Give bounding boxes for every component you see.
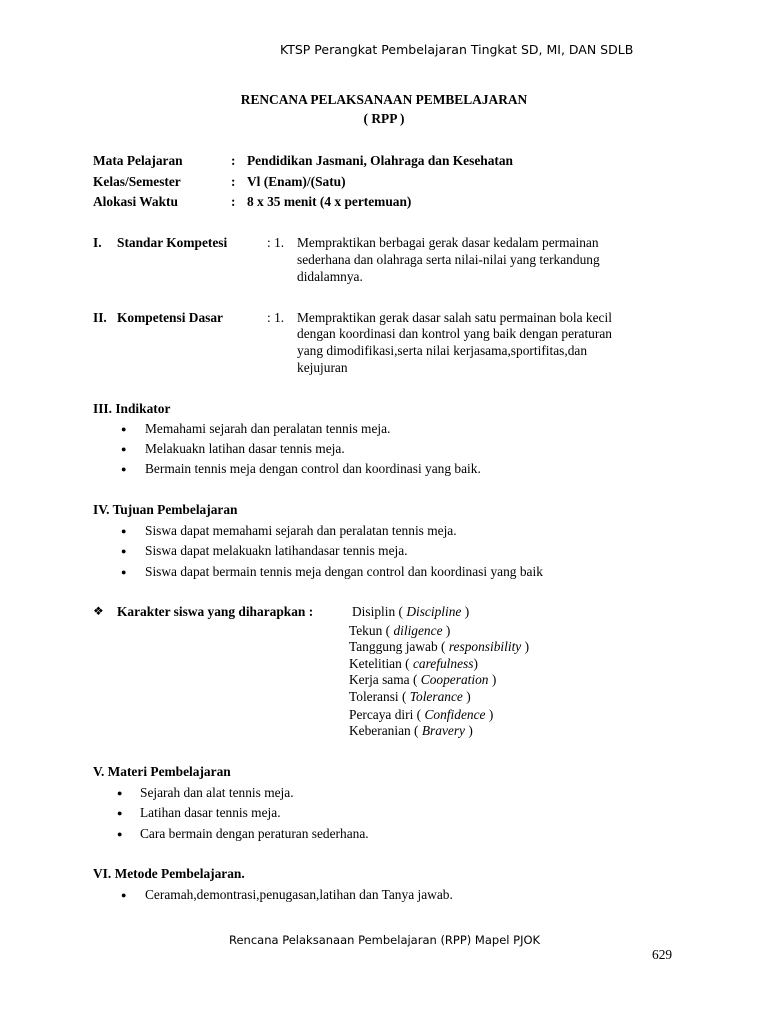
section-heading: V. Materi Pembelajaran bbox=[93, 764, 231, 779]
karakter-item: Percaya diri ( Confidence ) bbox=[349, 707, 494, 722]
section-number: II. bbox=[93, 310, 107, 325]
karakter-item: Disiplin ( Discipline ) bbox=[352, 604, 470, 619]
list-item: Siswa dapat melakuakn latihandasar tennis meja. bbox=[145, 543, 408, 558]
bullet-icon: ● bbox=[121, 464, 127, 474]
identity-value: Pendidikan Jasmani, Olahraga dan Kesehatan bbox=[247, 153, 514, 168]
diamond-bullet-icon: ❖ bbox=[93, 604, 104, 618]
section-label: Standar Kompetesi bbox=[117, 235, 228, 250]
identity-separator: : bbox=[231, 174, 236, 189]
document-title: RENCANA PELAKSANAAN PEMBELAJARAN bbox=[240, 92, 528, 107]
section-text-line: kejujuran bbox=[297, 360, 348, 375]
list-item: Ceramah,demontrasi,penugasan,latihan dan Tanya jawab. bbox=[145, 887, 453, 902]
list-item: Siswa dapat memahami sejarah dan peralatan tennis meja. bbox=[145, 523, 457, 538]
section-text-line: sederhana dan olahraga serta nilai-nilai yang terkandung bbox=[297, 252, 600, 267]
section-number: I. bbox=[93, 235, 102, 250]
karakter-item: Keberanian ( Bravery ) bbox=[349, 723, 473, 738]
list-item: Siswa dapat bermain tennis meja dengan control dan koordinasi yang baik bbox=[145, 564, 543, 579]
page-footer: Rencana Pelaksanaan Pembelajaran (RPP) Mapel PJOK bbox=[229, 933, 541, 947]
identity-value: 8 x 35 menit (4 x pertemuan) bbox=[247, 194, 412, 209]
section-separator: : 1. bbox=[267, 235, 285, 250]
karakter-item: Tanggung jawab ( responsibility ) bbox=[349, 639, 530, 654]
section-heading: Karakter siswa yang diharapkan : bbox=[117, 604, 314, 619]
bullet-icon: ● bbox=[121, 890, 127, 900]
list-item: Sejarah dan alat tennis meja. bbox=[140, 785, 294, 800]
section-text-line: yang dimodifikasi,serta nilai kerjasama,sportifitas,dan bbox=[297, 343, 588, 358]
section-separator: : 1. bbox=[267, 310, 285, 325]
bullet-icon: ● bbox=[117, 788, 123, 798]
page-header: KTSP Perangkat Pembelajaran Tingkat SD, MI, DAN SDLB bbox=[280, 42, 634, 57]
identity-label: Kelas/Semester bbox=[93, 174, 181, 189]
identity-separator: : bbox=[231, 153, 236, 168]
section-text-line: Mempraktikan berbagai gerak dasar kedalam permainan bbox=[297, 235, 599, 250]
section-label: Kompetensi Dasar bbox=[117, 310, 224, 325]
karakter-item: Toleransi ( Tolerance ) bbox=[349, 689, 471, 704]
section-heading: III. Indikator bbox=[93, 401, 171, 416]
list-item: Latihan dasar tennis meja. bbox=[140, 805, 281, 820]
karakter-item: Tekun ( diligence ) bbox=[349, 623, 451, 638]
bullet-icon: ● bbox=[121, 546, 127, 556]
bullet-icon: ● bbox=[121, 526, 127, 536]
identity-value: Vl (Enam)/(Satu) bbox=[247, 174, 346, 189]
bullet-icon: ● bbox=[121, 567, 127, 577]
karakter-item: Ketelitian ( carefulness) bbox=[349, 656, 478, 671]
page-number: 629 bbox=[652, 947, 673, 962]
karakter-item: Kerja sama ( Cooperation ) bbox=[349, 672, 497, 687]
section-heading: VI. Metode Pembelajaran. bbox=[93, 866, 245, 881]
identity-separator: : bbox=[231, 194, 236, 209]
section-text-line: Mempraktikan gerak dasar salah satu permainan bola kecil bbox=[297, 310, 612, 325]
bullet-icon: ● bbox=[117, 829, 123, 839]
bullet-icon: ● bbox=[121, 444, 127, 454]
list-item: Melakuakn latihan dasar tennis meja. bbox=[145, 441, 345, 456]
identity-label: Mata Pelajaran bbox=[93, 153, 183, 168]
identity-label: Alokasi Waktu bbox=[93, 194, 178, 209]
list-item: Memahami sejarah dan peralatan tennis meja. bbox=[145, 421, 391, 436]
section-heading: IV. Tujuan Pembelajaran bbox=[93, 502, 238, 517]
document-subtitle: ( RPP ) bbox=[363, 111, 405, 126]
list-item: Cara bermain dengan peraturan sederhana. bbox=[140, 826, 369, 841]
section-text-line: dengan koordinasi dan kontrol yang baik dengan peraturan bbox=[297, 326, 612, 341]
section-text-line: didalamnya. bbox=[297, 269, 363, 284]
bullet-icon: ● bbox=[121, 424, 127, 434]
bullet-icon: ● bbox=[117, 808, 123, 818]
list-item: Bermain tennis meja dengan control dan koordinasi yang baik. bbox=[145, 461, 481, 476]
